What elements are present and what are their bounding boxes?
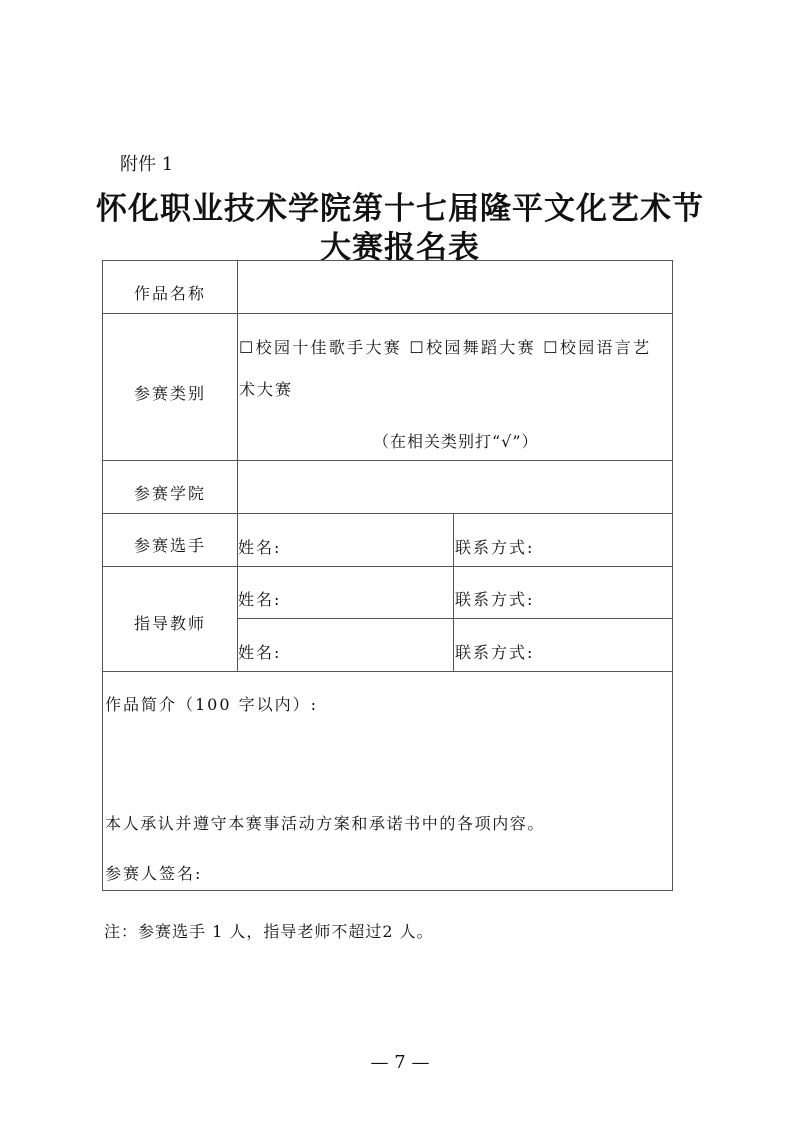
row-divider bbox=[103, 671, 672, 672]
pledge-text: 本人承认并遵守本赛事活动方案和承诺书中的各项内容。 bbox=[105, 814, 546, 833]
row-divider bbox=[103, 566, 672, 567]
page-number: — 7 — bbox=[370, 1052, 430, 1073]
teacher1-contact-field[interactable]: 联系方式: bbox=[455, 590, 535, 609]
teacher1-name-field[interactable]: 姓名: bbox=[238, 590, 282, 609]
form-subtitle: 大赛报名表 bbox=[320, 230, 480, 266]
college-label: 参赛学院 bbox=[133, 484, 206, 503]
row-divider bbox=[237, 618, 672, 619]
contestant-label: 参赛选手 bbox=[133, 536, 206, 555]
contestant-contact-field[interactable]: 联系方式: bbox=[455, 538, 535, 557]
work-name-input[interactable] bbox=[239, 261, 669, 313]
category-options-cont: 术大赛 bbox=[239, 380, 294, 399]
category-options[interactable]: ☐校园十佳歌手大赛 ☐校园舞蹈大赛 ☐校园语言艺 bbox=[239, 338, 652, 357]
signature-label: 参赛人签名: bbox=[105, 864, 203, 883]
college-input[interactable] bbox=[239, 461, 669, 512]
work-name-label: 作品名称 bbox=[133, 284, 206, 303]
teacher2-contact-field[interactable]: 联系方式: bbox=[455, 643, 535, 662]
teacher2-name-field[interactable]: 姓名: bbox=[238, 643, 282, 662]
contestant-name-field[interactable]: 姓名: bbox=[238, 538, 282, 557]
registration-table bbox=[102, 260, 673, 891]
col-divider bbox=[453, 513, 454, 671]
category-label: 参赛类别 bbox=[133, 384, 206, 403]
footnote: 注：参赛选手 1 人，指导老师不超过2 人。 bbox=[104, 922, 434, 941]
attachment-label: 附件 1 bbox=[120, 154, 174, 175]
row-divider bbox=[103, 513, 672, 514]
category-hint: （在相关类别打“√”） bbox=[373, 432, 539, 451]
teacher-label: 指导教师 bbox=[133, 614, 206, 633]
form-title: 怀化职业技术学院第十七届隆平文化艺术节 bbox=[96, 191, 704, 227]
intro-label: 作品简介（100 字以内）: bbox=[105, 695, 319, 714]
